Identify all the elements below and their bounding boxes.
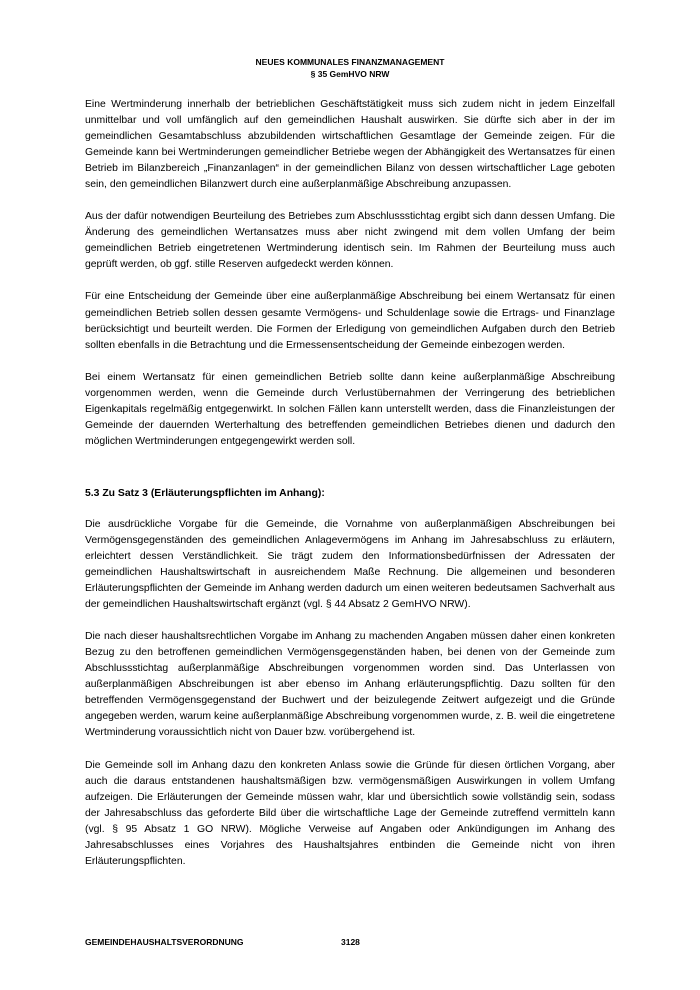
footer-title: GEMEINDEHAUSHALTSVERORDNUNG <box>85 937 244 947</box>
paragraph: Bei einem Wertansatz für einen gemeindlichen Betrieb sollte dann keine außerplanmäßige Abschreibung vorgenommen werden, wenn die Gemeinde durch Verlustübernahmen der Verringerung des betrieblichen Eigenkapitals regelmäßig entgegenwirkt. In solchen Fällen kann unterstellt werden, dass die Finanzleistungen der Gemeinde der dauernden Werterhaltung des betreffenden gemeindlichen Betriebes dienen und dadurch den möglichen Wertminderungen entgegengewirkt werden soll. <box>85 371 615 447</box>
paragraph: Die Gemeinde soll im Anhang dazu den konkreten Anlass sowie die Gründe für diesen örtlichen Vorgang, aber auch die daraus entstandenen haushaltsmäßigen bzw. vermögensmäßigen Auswirkungen in vollem Umfang aufzeigen. Die Erläuterungen der Gemeinde müssen wahr, klar und übersichtlich sowie vollständig sein, sodass der Jahresabschluss das geforderte Bild über die wirtschaftliche Lage der Gemeinde zutreffend vermitteln kann (vgl. § 95 Absatz 1 GO NRW). Mögliche Verweise auf Angaben oder Ankündigungen im Anhang des Jahresabschlusses eines Vorjahres des Haushaltsjahres entbinden die Gemeinde nicht von ihren Erläuterungspflichten. <box>85 759 615 867</box>
paragraph: Aus der dafür notwendigen Beurteilung des Betriebes zum Abschlussstichtag ergibt sich dann dessen Umfang. Die Änderung des gemeindlichen Wertansatzes muss aber nicht zwingend mit dem vollen Umfang der beim gemeindlichen Betrieb eingetretenen Wertminderung identisch sein. Im Rahmen der Beurteilung muss auch geprüft werden, ob ggf. stille Reserven aufgedeckt werden können. <box>85 211 615 271</box>
paragraph: Die ausdrückliche Vorgabe für die Gemeinde, die Vornahme von außerplanmäßigen Abschreibungen bei Vermögensgegenständen des gemeindlichen Anlagevermögens im Anhang im Jahresabschluss zu erläutern, erleichtert dessen Verständlichkeit. Sie trägt zudem den Informationsbedürfnissen der Adressaten der gemeindlichen Haushaltswirtschaft in ausreichendem Maße Rechnung. Die allgemeinen und besonderen Erläuterungspflichten der Gemeinde im Anhang werden dadurch um einen weiteren bedeutsamen Sachverhalt aus der gemeindlichen Haushaltswirtschaft ergänzt (vgl. § 44 Absatz 2 GemHVO NRW). <box>85 518 615 611</box>
paragraph: Die nach dieser haushaltsrechtlichen Vorgabe im Anhang zu machenden Angaben müssen daher einen konkreten Bezug zu den betroffenen gemeindlichen Vermögensgegenständen haben, bei denen von der Gemeinde zum Abschlussstichtag außerplanmäßige Abschreibungen vorgenommen worden sind. Das Unterlassen von außerplanmäßigen Abschreibungen ist aber ebenso im Anhang erläuterungspflichtig. Dazu sollten für den betreffenden Vermögensgegenstand der Buchwert und der beizulegende Zeitwert aufgezeigt und die Gründe angegeben werden, warum keine außerplanmäßige Abschreibung vorgenommen wurde, z. B. weil die eingetretene Wertminderung voraussichtlich nicht von Dauer bzw. vorübergehend ist. <box>85 631 615 739</box>
page-number: 3128 <box>341 937 360 947</box>
header-subtitle: § 35 GemHVO NRW <box>310 69 390 79</box>
section-heading: 5.3 Zu Satz 3 (Erläuterungspflichten im Anhang): <box>85 487 325 499</box>
paragraph: Für eine Entscheidung der Gemeinde über eine außerplanmäßige Abschreibung bei einem Wertansatz für einen gemeindlichen Betrieb sollen dessen gesamte Vermögens- und Schuldenlage sowie die Ertrags- und Finanzlage berücksichtigt und beurteilt werden. Die Formen der Erledigung von gemeindlichen Aufgaben durch den Betrieb sollten ebenfalls in die Betrachtung und die Ermessensentscheidung der Gemeinde einbezogen werden. <box>85 291 615 351</box>
page-header <box>0 56 700 80</box>
paragraph: Eine Wertminderung innerhalb der betrieblichen Geschäftstätigkeit muss sich zudem nicht in jedem Einzelfall unmittelbar und voll umfänglich auf den gemeindlichen Haushalt auswirken. Sie dürfte sich aber in der im gemeindlichen Gesamtabschluss abzubildenden wirtschaftlichen Gesamtlage der Gemeinde zeigen. Für die Gemeinde kann bei Wertminderungen gemeindlicher Betriebe wegen der Abhängigkeit des Wertansatzes für einen Betrieb im Bilanzbereich „Finanzanlagen“ in der gemeindlichen Bilanz von dessen wirtschaftlicher Lage geboten sein, den gemeindlichen Bilanzwert durch eine außerplanmäßige Abschreibung anzupassen. <box>85 99 615 191</box>
header-title: NEUES KOMMUNALES FINANZMANAGEMENT <box>255 57 445 67</box>
document-body <box>85 97 615 870</box>
